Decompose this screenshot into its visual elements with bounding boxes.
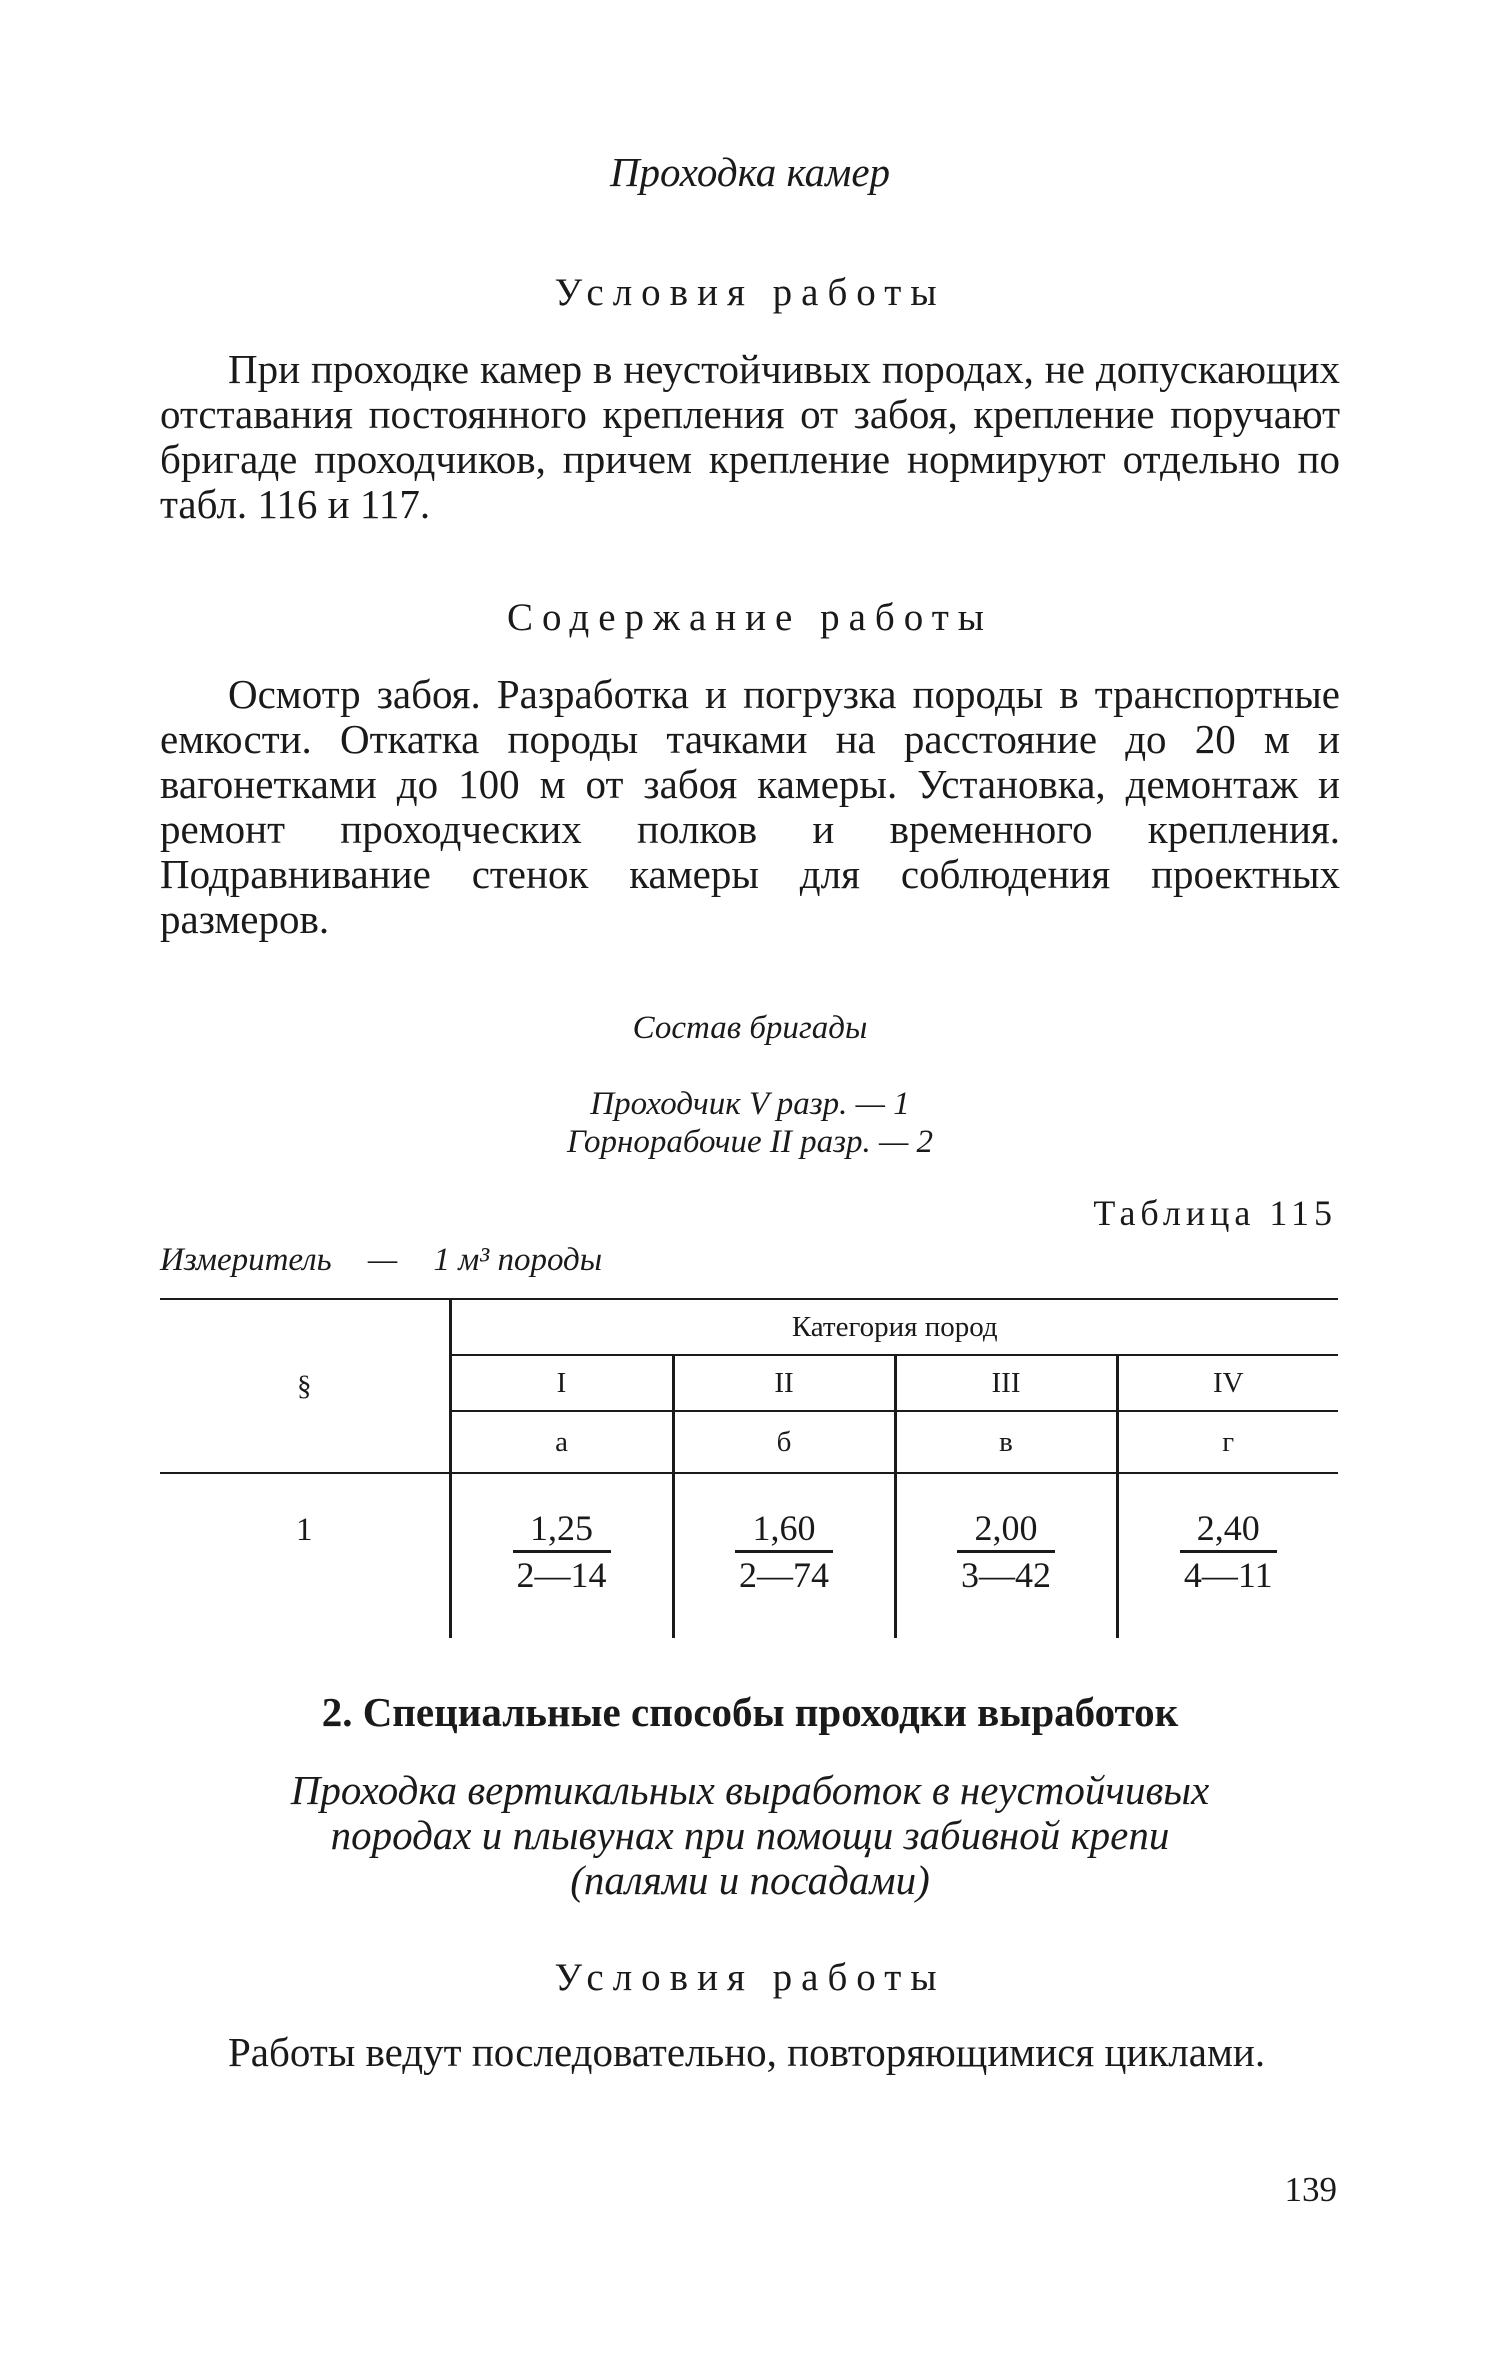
section-title: Проходка камер xyxy=(609,149,891,195)
category-header: I xyxy=(450,1355,673,1411)
page-number: 139 xyxy=(1284,2170,1337,2209)
norm-price: 2—14 xyxy=(513,1550,611,1595)
category-header: II xyxy=(673,1355,895,1411)
norm-cell xyxy=(1117,1473,1338,1638)
work-content-paragraph: Осмотр забоя. Разработка и погрузка породы в транспортные емкости. Откатка породы тачками на расстояние до 20 м и вагонетками до 100 м от забоя камеры. Установка, демонтаж и ремонт проходческих полков и временного крепления. Подравнивание стенок камеры для соблюдения проектных размеров. xyxy=(160,671,1340,942)
work-content-heading: Содержание работы xyxy=(507,596,993,639)
norm-time: 1,25 xyxy=(530,1508,593,1548)
norm-price: 4—11 xyxy=(1180,1550,1277,1595)
norm-price: 2—74 xyxy=(735,1550,833,1595)
crew-member: Горнорабочие II разр. — 2 xyxy=(566,1124,934,1160)
conditions-heading-2: Условия работы xyxy=(554,1956,946,1999)
measure-dash: — xyxy=(367,1242,398,1278)
category-header: III xyxy=(895,1355,1117,1411)
crew-list xyxy=(0,1085,1500,1161)
section-header: § xyxy=(160,1299,450,1473)
norm-table xyxy=(160,1298,1338,1638)
crew-member: Проходчик V разр. — 1 xyxy=(590,1086,910,1122)
row-section: 1 xyxy=(296,1512,313,1548)
category-header: IV xyxy=(1117,1355,1338,1411)
norm-cell xyxy=(673,1473,895,1638)
letter-header: в xyxy=(895,1411,1117,1473)
conditions-heading: Условия работы xyxy=(554,271,946,314)
table-caption: Таблица 115 xyxy=(1093,1193,1337,1233)
crew-heading: Состав бригады xyxy=(632,1010,868,1046)
measure-label: Измеритель xyxy=(160,1242,332,1278)
letter-header: б xyxy=(673,1411,895,1473)
chapter-subtitle xyxy=(0,1768,1500,1903)
norm-cell xyxy=(895,1473,1117,1638)
chapter-heading: 2. Специальные способы проходки выработок xyxy=(321,1689,1179,1735)
conditions-paragraph-2: Работы ведут последовательно, повторяющимися циклами. xyxy=(228,2029,1266,2075)
letter-header: г xyxy=(1117,1411,1338,1473)
norm-cell xyxy=(450,1473,673,1638)
measure-line xyxy=(160,1242,602,1279)
chapter-subtitle-line: породах и плывунах при помощи забивной крепи xyxy=(330,1812,1170,1858)
conditions-paragraph: При проходке камер в неустойчивых породах, не допускающих отставания постоянного крепления от забоя, крепление поручают бригаде проходчиков, причем крепление нормируют отдельно по табл. 116 и 117. xyxy=(160,346,1340,527)
group-header: Категория пород xyxy=(450,1299,1338,1355)
table-row xyxy=(160,1473,1338,1638)
norm-time: 2,40 xyxy=(1196,1508,1260,1548)
measure-value: 1 м³ породы xyxy=(433,1242,603,1278)
norm-time: 1,60 xyxy=(752,1508,816,1548)
chapter-subtitle-line: (палями и посадами) xyxy=(570,1857,930,1903)
norm-price: 3—42 xyxy=(957,1550,1055,1595)
norm-time: 2,00 xyxy=(974,1508,1038,1548)
chapter-subtitle-line: Проходка вертикальных выработок в неустойчивых xyxy=(290,1767,1210,1813)
letter-header: а xyxy=(450,1411,673,1473)
